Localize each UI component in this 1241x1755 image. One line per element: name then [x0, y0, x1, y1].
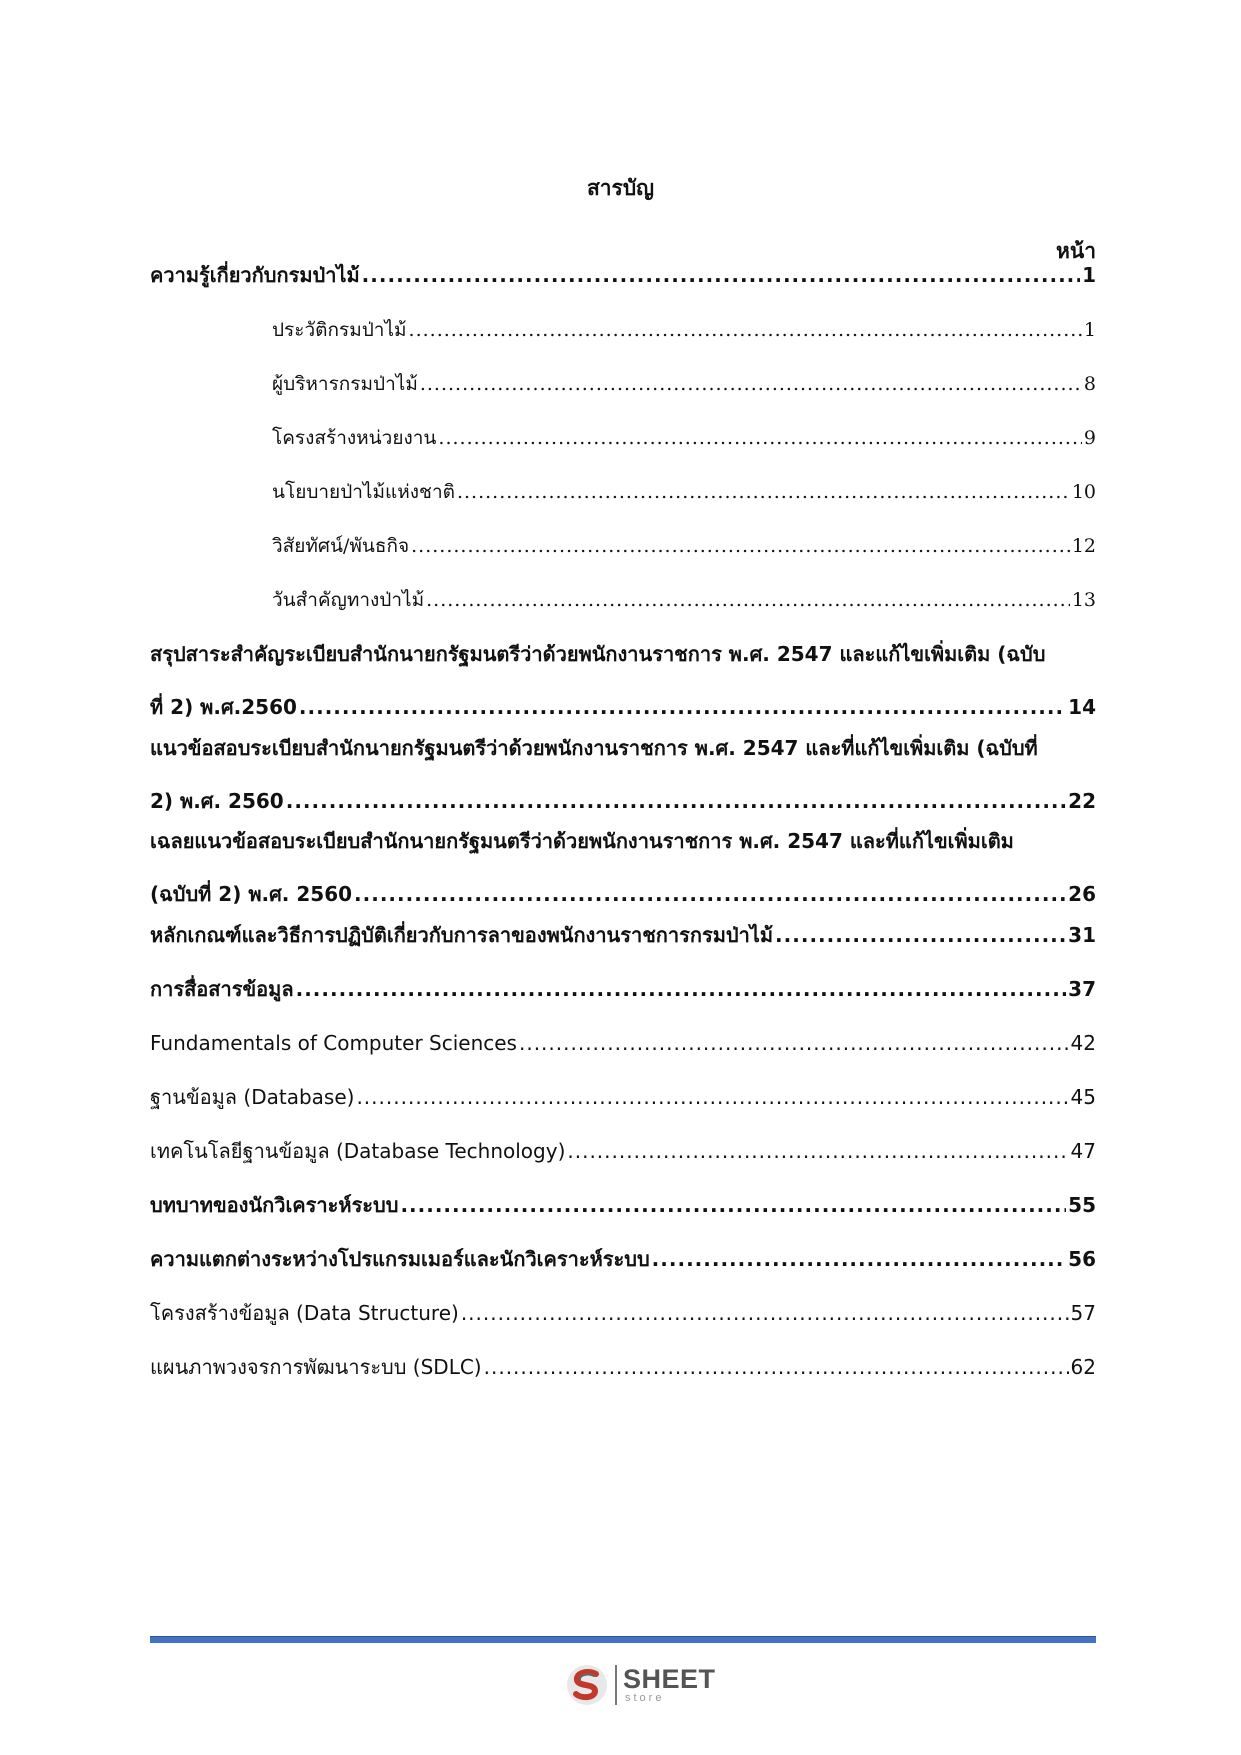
toc-entry[interactable]	[150, 1080, 1096, 1114]
footer-rule	[150, 1636, 1096, 1643]
toc-entry-page: 10	[1071, 481, 1096, 503]
toc-entry[interactable]	[150, 1026, 1096, 1060]
toc-entry[interactable]	[150, 1296, 1096, 1330]
toc-entry[interactable]	[150, 972, 1096, 1006]
toc-entry-title: ฐานข้อมูล (Database)	[150, 1085, 355, 1109]
toc-entry[interactable]	[150, 1188, 1096, 1222]
toc-entry-title: ผู้บริหารกรมป่าไม้	[272, 373, 418, 395]
toc-entry-page: 8	[1083, 373, 1096, 395]
dot-leader	[519, 1026, 1069, 1060]
dot-leader	[296, 972, 1067, 1006]
toc-entry-page: 62	[1070, 1355, 1096, 1379]
dot-leader	[426, 583, 1070, 617]
dot-leader	[652, 1242, 1066, 1276]
toc-entry-title: โครงสร้างข้อมูล (Data Structure)	[150, 1301, 459, 1325]
dot-leader	[354, 877, 1066, 911]
toc-entry-title: การสื่อสารข้อมูล	[150, 977, 294, 1001]
toc-entry-page: 14	[1068, 695, 1096, 719]
dot-leader	[356, 1080, 1068, 1114]
toc-entry-page: 56	[1068, 1247, 1096, 1271]
toc-entry-title-line1: แนวข้อสอบระเบียบสำนักนายกรัฐมนตรีว่าด้วยพนักงานราชการ พ.ศ. 2547 และที่แก้ไขเพิ่มเติม (ฉบับที่	[150, 736, 1038, 760]
toc-entry-title: ความแตกต่างระหว่างโปรแกรมเมอร์และนักวิเคราะห์ระบบ	[150, 1247, 650, 1271]
toc-entry[interactable]	[150, 731, 1096, 818]
toc-entry-title: ความรู้เกี่ยวกับกรมป่าไม้	[150, 263, 360, 287]
toc-entry-title: นโยบายป่าไม้แห่งชาติ	[272, 481, 455, 503]
toc-entry-page: 12	[1071, 535, 1096, 557]
sheet-logo-icon	[565, 1663, 609, 1707]
toc-subentry[interactable]	[272, 475, 1096, 509]
toc-entry-page: 57	[1070, 1301, 1096, 1325]
toc-entry-title: เทคโนโลยีฐานข้อมูล (Database Technology)	[150, 1139, 566, 1163]
toc-entry-title: โครงสร้างหน่วยงาน	[272, 427, 437, 449]
dot-leader	[567, 1134, 1068, 1168]
dot-leader	[411, 529, 1070, 563]
toc-entry-page: 1	[1083, 319, 1096, 341]
dot-leader	[286, 784, 1066, 818]
page-column-header: หน้า	[1056, 239, 1096, 263]
toc-entry-title-line1: สรุปสาระสำคัญระเบียบสำนักนายกรัฐมนตรีว่าด้วยพนักงานราชการ พ.ศ. 2547 และแก้ไขเพิ่มเติม (ฉบับ	[150, 642, 1046, 666]
brand-name: SHEET	[623, 1664, 716, 1694]
toc-entry-title: (ฉบับที่ 2) พ.ศ. 2560	[150, 882, 353, 906]
toc-entry-page: 26	[1068, 882, 1096, 906]
toc-entry-page: 1	[1082, 263, 1096, 287]
toc-entry-title: แผนภาพวงจรการพัฒนาระบบ (SDLC)	[150, 1355, 482, 1379]
toc-entry[interactable]	[150, 1134, 1096, 1168]
toc-entry[interactable]	[150, 918, 1096, 952]
toc-subentry[interactable]	[272, 421, 1096, 455]
dot-leader	[400, 1188, 1066, 1222]
dot-leader	[484, 1350, 1069, 1384]
toc-entry-title: ประวัติกรมป่าไม้	[272, 319, 407, 341]
toc-entry-page: 13	[1071, 589, 1096, 611]
toc-entry-page: 47	[1070, 1139, 1096, 1163]
toc-entry-title-line1: เฉลยแนวข้อสอบระเบียบสำนักนายกรัฐมนตรีว่าด้วยพนักงานราชการ พ.ศ. 2547 และที่แก้ไขเพิ่มเติม	[150, 829, 1014, 853]
toc-subentry[interactable]	[272, 313, 1096, 347]
toc-entry[interactable]	[150, 824, 1096, 911]
dot-leader	[299, 690, 1066, 724]
toc-subentry[interactable]	[272, 367, 1096, 401]
toc-entry-page: 31	[1068, 923, 1096, 947]
dot-leader	[457, 475, 1070, 509]
toc-entry-title: 2) พ.ศ. 2560	[150, 789, 284, 813]
toc-entry-page: 55	[1068, 1193, 1096, 1217]
toc-entry[interactable]	[150, 637, 1096, 724]
sheet-store-logo	[565, 1663, 716, 1707]
toc-entry-title: วิสัยทัศน์/พันธกิจ	[272, 535, 410, 557]
toc-entry[interactable]	[150, 1350, 1096, 1384]
brand-subtitle: store	[625, 1692, 665, 1704]
dot-leader	[409, 313, 1082, 347]
toc-entry-title: ที่ 2) พ.ศ.2560	[150, 695, 297, 719]
toc-title: สารบัญ	[586, 176, 655, 200]
toc-subentry[interactable]	[272, 583, 1096, 617]
toc-entry-page: 37	[1068, 977, 1096, 1001]
toc-entry-title: Fundamentals of Computer Sciences	[150, 1031, 517, 1055]
toc-entry[interactable]	[150, 1242, 1096, 1276]
toc-entry-page: 9	[1083, 427, 1096, 449]
toc-entry-title: วันสำคัญทางป่าไม้	[272, 589, 425, 611]
dot-leader	[775, 918, 1066, 952]
toc-entry-title: บทบาทของนักวิเคราะห์ระบบ	[150, 1193, 399, 1217]
toc-entry[interactable]	[150, 258, 1096, 292]
toc-entry-page: 42	[1070, 1031, 1096, 1055]
toc-subentry[interactable]	[272, 529, 1096, 563]
toc-entry-title: หลักเกณฑ์และวิธีการปฏิบัติเกี่ยวกับการลาของพนักงานราชการกรมป่าไม้	[150, 923, 774, 947]
logo-divider	[615, 1665, 617, 1705]
toc-entry-page: 45	[1070, 1085, 1096, 1109]
dot-leader	[438, 421, 1082, 455]
dot-leader	[461, 1296, 1069, 1330]
dot-leader	[362, 258, 1080, 292]
toc-entry-page: 22	[1068, 789, 1096, 813]
dot-leader	[420, 367, 1082, 401]
